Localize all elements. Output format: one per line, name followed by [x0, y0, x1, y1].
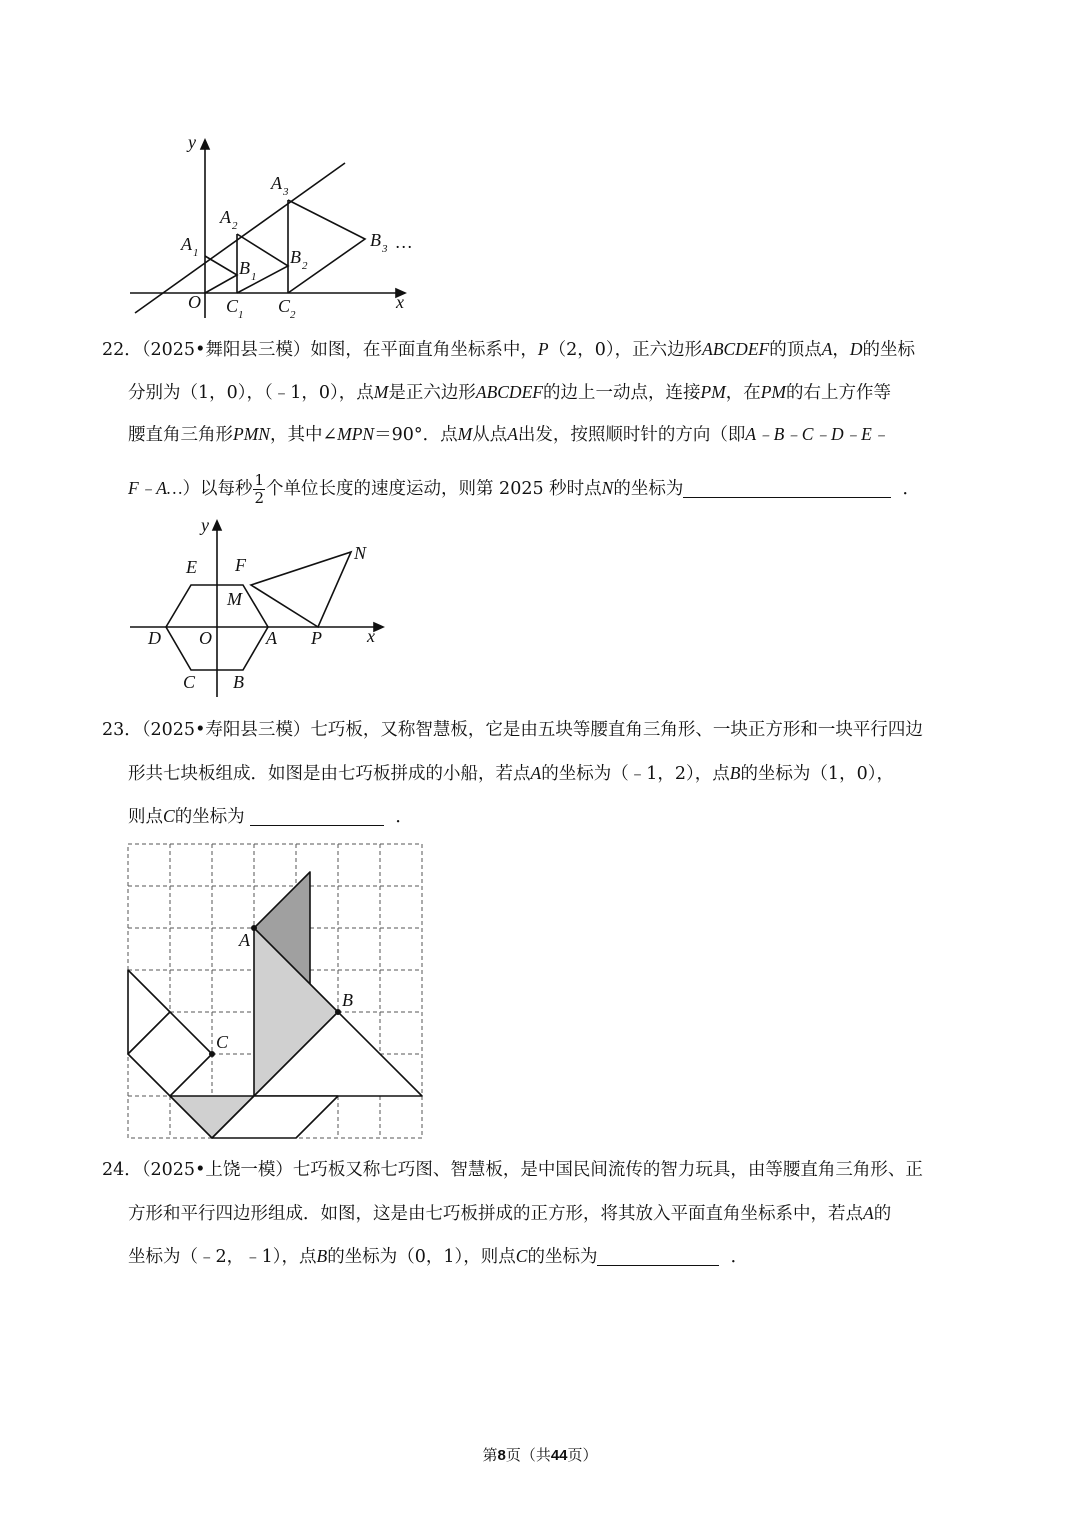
q24-answer-blank[interactable]: [597, 1247, 719, 1266]
fig3-b-label: B: [342, 990, 353, 1010]
fig1-c2-sub: 2: [290, 309, 296, 321]
fig2-e-label: E: [186, 557, 197, 577]
q22-line-3: 腰直角三角形PMN，其中∠MPN＝90°．点M从点A出发，按照顺时针的方向（即A﹣B﹣C﹣D﹣E﹣: [128, 424, 890, 445]
fig1-ellipsis: …: [396, 232, 413, 252]
fig1-b3-label: B: [370, 230, 381, 250]
fig1-x-label: x: [396, 292, 404, 312]
fig1-c1-label: C: [226, 296, 239, 316]
fig2-n-label: N: [354, 543, 367, 563]
fig1-a1-label: A: [181, 234, 192, 254]
q22-number: 22．: [102, 340, 142, 360]
q24-number: 24．: [102, 1160, 142, 1180]
fig2-a-label: A: [266, 628, 277, 648]
fig1-a2-label: A: [220, 207, 231, 227]
fraction-one-half: $\frac{1}{2}$: [254, 471, 264, 507]
fig2-x-label: x: [367, 626, 375, 646]
fig1-a3-sub: 3: [283, 186, 289, 198]
q23-line-2: 形共七块板组成．如图是由七巧板拼成的小船，若点A的坐标为（﹣1，2），点B的坐标为（1，0），: [128, 763, 894, 784]
q22-line-4: F﹣A…）以每秒 $\frac{1}{2}$ 个单位长度的速度运动，则第 2025 秒时点N的坐标为 ．: [128, 471, 920, 507]
figure-sequence-triangles: [120, 128, 430, 328]
fig2-m-label: M: [227, 589, 242, 609]
page-total: 44: [550, 1447, 568, 1464]
q23-answer-blank[interactable]: [250, 807, 384, 826]
fig2-b-label: B: [233, 672, 244, 692]
page-footer: 第8页（共44页）: [482, 1446, 598, 1464]
q23-line-1: 23．（2025•寿阳县三模）七巧板，又称智慧板，它是由五块等腰直角三角形、一块正方形和一块平行四边: [102, 720, 923, 740]
fig3-a-label: A: [239, 930, 250, 950]
fig1-b2-label: B: [290, 247, 301, 267]
fig2-d-label: D: [148, 628, 161, 648]
q23-number: 23．: [102, 720, 142, 740]
fig1-b1-label: B: [239, 258, 250, 278]
q24-line-2: 方形和平行四边形组成．如图，这是由七巧板拼成的正方形，将其放入平面直角坐标系中，若点A的: [128, 1203, 892, 1224]
q24-line-3: 坐标为（﹣2，﹣1），点B的坐标为（0，1），则点C的坐标为 ．: [128, 1246, 749, 1267]
q24-source: （2025•上饶一模）: [141, 1160, 293, 1180]
fig2-p-label: P: [311, 628, 322, 648]
fig1-c2-label: C: [278, 296, 291, 316]
fig1-b1-sub: 1: [251, 271, 257, 283]
fig2-c-label: C: [183, 672, 196, 692]
fig1-a1-sub: 1: [193, 247, 199, 259]
q23-line-3: 则点C的坐标为 ．: [128, 806, 413, 827]
q23-source: （2025•寿阳县三模）: [141, 720, 311, 740]
fig2-o-label: O: [199, 628, 212, 648]
q24-line-1: 24．（2025•上饶一模）七巧板又称七巧图、智慧板，是中国民间流传的智力玩具，由等腰直角三角形、正: [102, 1160, 923, 1180]
fig1-y-label: y: [188, 132, 196, 152]
figure-hexagon: [125, 515, 390, 700]
fig1-b2-sub: 2: [302, 260, 308, 272]
fig1-c1-sub: 1: [238, 309, 244, 321]
q22-answer-blank[interactable]: [683, 479, 891, 498]
fig2-y-label: y: [201, 515, 209, 535]
fig1-a3-label: A: [271, 173, 282, 193]
figure-tangram-boat: [124, 840, 429, 1142]
fig1-b3-sub: 3: [382, 243, 388, 255]
fig1-origin-label: O: [188, 292, 201, 312]
fig1-a2-sub: 2: [232, 220, 238, 232]
page-number: 8: [497, 1447, 506, 1464]
fig2-f-label: F: [235, 555, 246, 575]
fig3-c-label: C: [216, 1032, 229, 1052]
q22-source: （2025•舞阳县三模）: [141, 340, 311, 360]
q22-line-1: 22．（2025•舞阳县三模）如图，在平面直角坐标系中，P（2，0），正六边形ABCDEF的顶点A，D的坐标: [102, 339, 916, 360]
q22-line-2: 分别为（1，0），（﹣1，0），点M是正六边形ABCDEF的边上一动点，连接PM，在PM的右上方作等: [128, 382, 892, 403]
